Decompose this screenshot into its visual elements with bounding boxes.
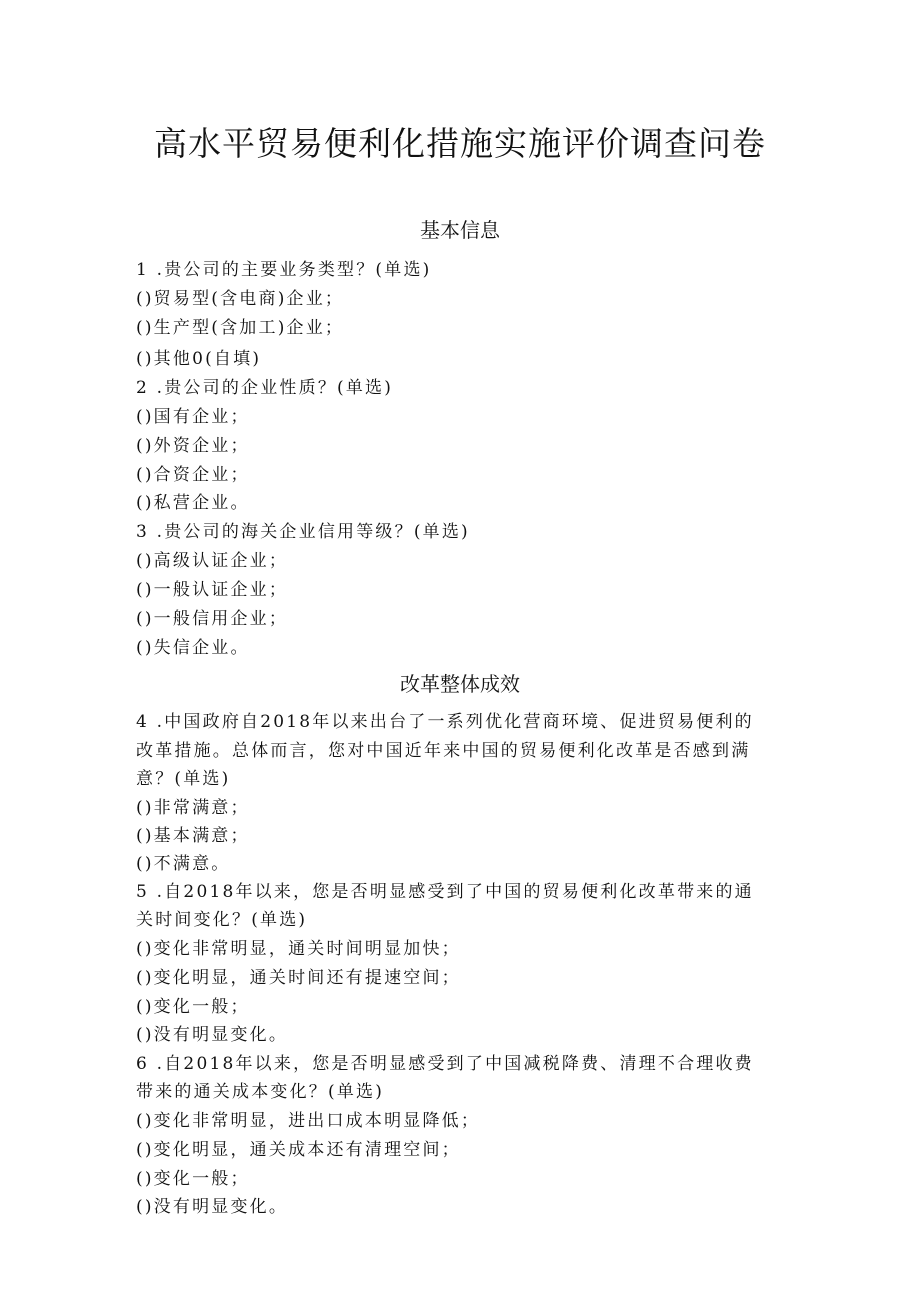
option-2-a[interactable]: ()国有企业；: [136, 407, 250, 427]
option-5-b[interactable]: ()变化明显，通关时间还有提速空间；: [136, 968, 461, 988]
option-6-d[interactable]: ()没有明显变化。: [136, 1197, 289, 1217]
question-2: 2 .贵公司的企业性质？(单选): [136, 378, 394, 398]
question-5-line-1: 5 .自2018年以来，您是否明显感受到了中国的贸易便利化改革带来的通: [136, 882, 754, 902]
option-3-a[interactable]: ()高级认证企业；: [136, 551, 289, 571]
option-5-d[interactable]: ()没有明显变化。: [136, 1025, 289, 1045]
question-4-line-2: 改革措施。总体而言，您对中国近年来中国的贸易便利化改革是否感到满: [136, 741, 751, 761]
question-4-line-3: 意？(单选): [136, 769, 231, 789]
question-6-line-2: 带来的通关成本变化？(单选): [136, 1082, 385, 1102]
option-1-c[interactable]: ()其他0(自填): [136, 349, 262, 369]
option-3-d[interactable]: ()失信企业。: [136, 638, 250, 658]
section-heading-basic-info: 基本信息: [420, 218, 500, 242]
question-4-line-1: 4 .中国政府自2018年以来出台了一系列优化营商环境、促进贸易便利的: [136, 712, 754, 732]
option-5-c[interactable]: ()变化一般；: [136, 997, 250, 1017]
option-6-c[interactable]: ()变化一般；: [136, 1169, 250, 1189]
option-6-b[interactable]: ()变化明显，通关成本还有清理空间；: [136, 1140, 461, 1160]
option-5-a[interactable]: ()变化非常明显，通关时间明显加快；: [136, 939, 461, 959]
question-3: 3 .贵公司的海关企业信用等级？(单选): [136, 522, 470, 542]
option-1-a[interactable]: ()贸易型(含电商)企业；: [136, 289, 345, 309]
document-title: 高水平贸易便利化措施实施评价调查问卷: [154, 124, 766, 163]
option-4-b[interactable]: ()基本满意；: [136, 826, 250, 846]
option-4-a[interactable]: ()非常满意；: [136, 798, 250, 818]
option-1-b[interactable]: ()生产型(含加工)企业；: [136, 318, 345, 338]
option-2-d[interactable]: ()私营企业。: [136, 493, 250, 513]
question-5-line-2: 关时间变化？(单选): [136, 910, 308, 930]
option-2-c[interactable]: ()合资企业；: [136, 465, 250, 485]
option-6-a[interactable]: ()变化非常明显，进出口成本明显降低；: [136, 1111, 481, 1131]
question-6-line-1: 6 .自2018年以来，您是否明显感受到了中国减税降费、清理不合理收费: [136, 1054, 754, 1074]
option-3-c[interactable]: ()一般信用企业；: [136, 609, 289, 629]
option-2-b[interactable]: ()外资企业；: [136, 436, 250, 456]
section-heading-reform-results: 改革整体成效: [400, 672, 520, 696]
option-3-b[interactable]: ()一般认证企业；: [136, 580, 289, 600]
option-4-c[interactable]: ()不满意。: [136, 854, 231, 874]
question-1: 1 .贵公司的主要业务类型？(单选): [136, 260, 432, 280]
